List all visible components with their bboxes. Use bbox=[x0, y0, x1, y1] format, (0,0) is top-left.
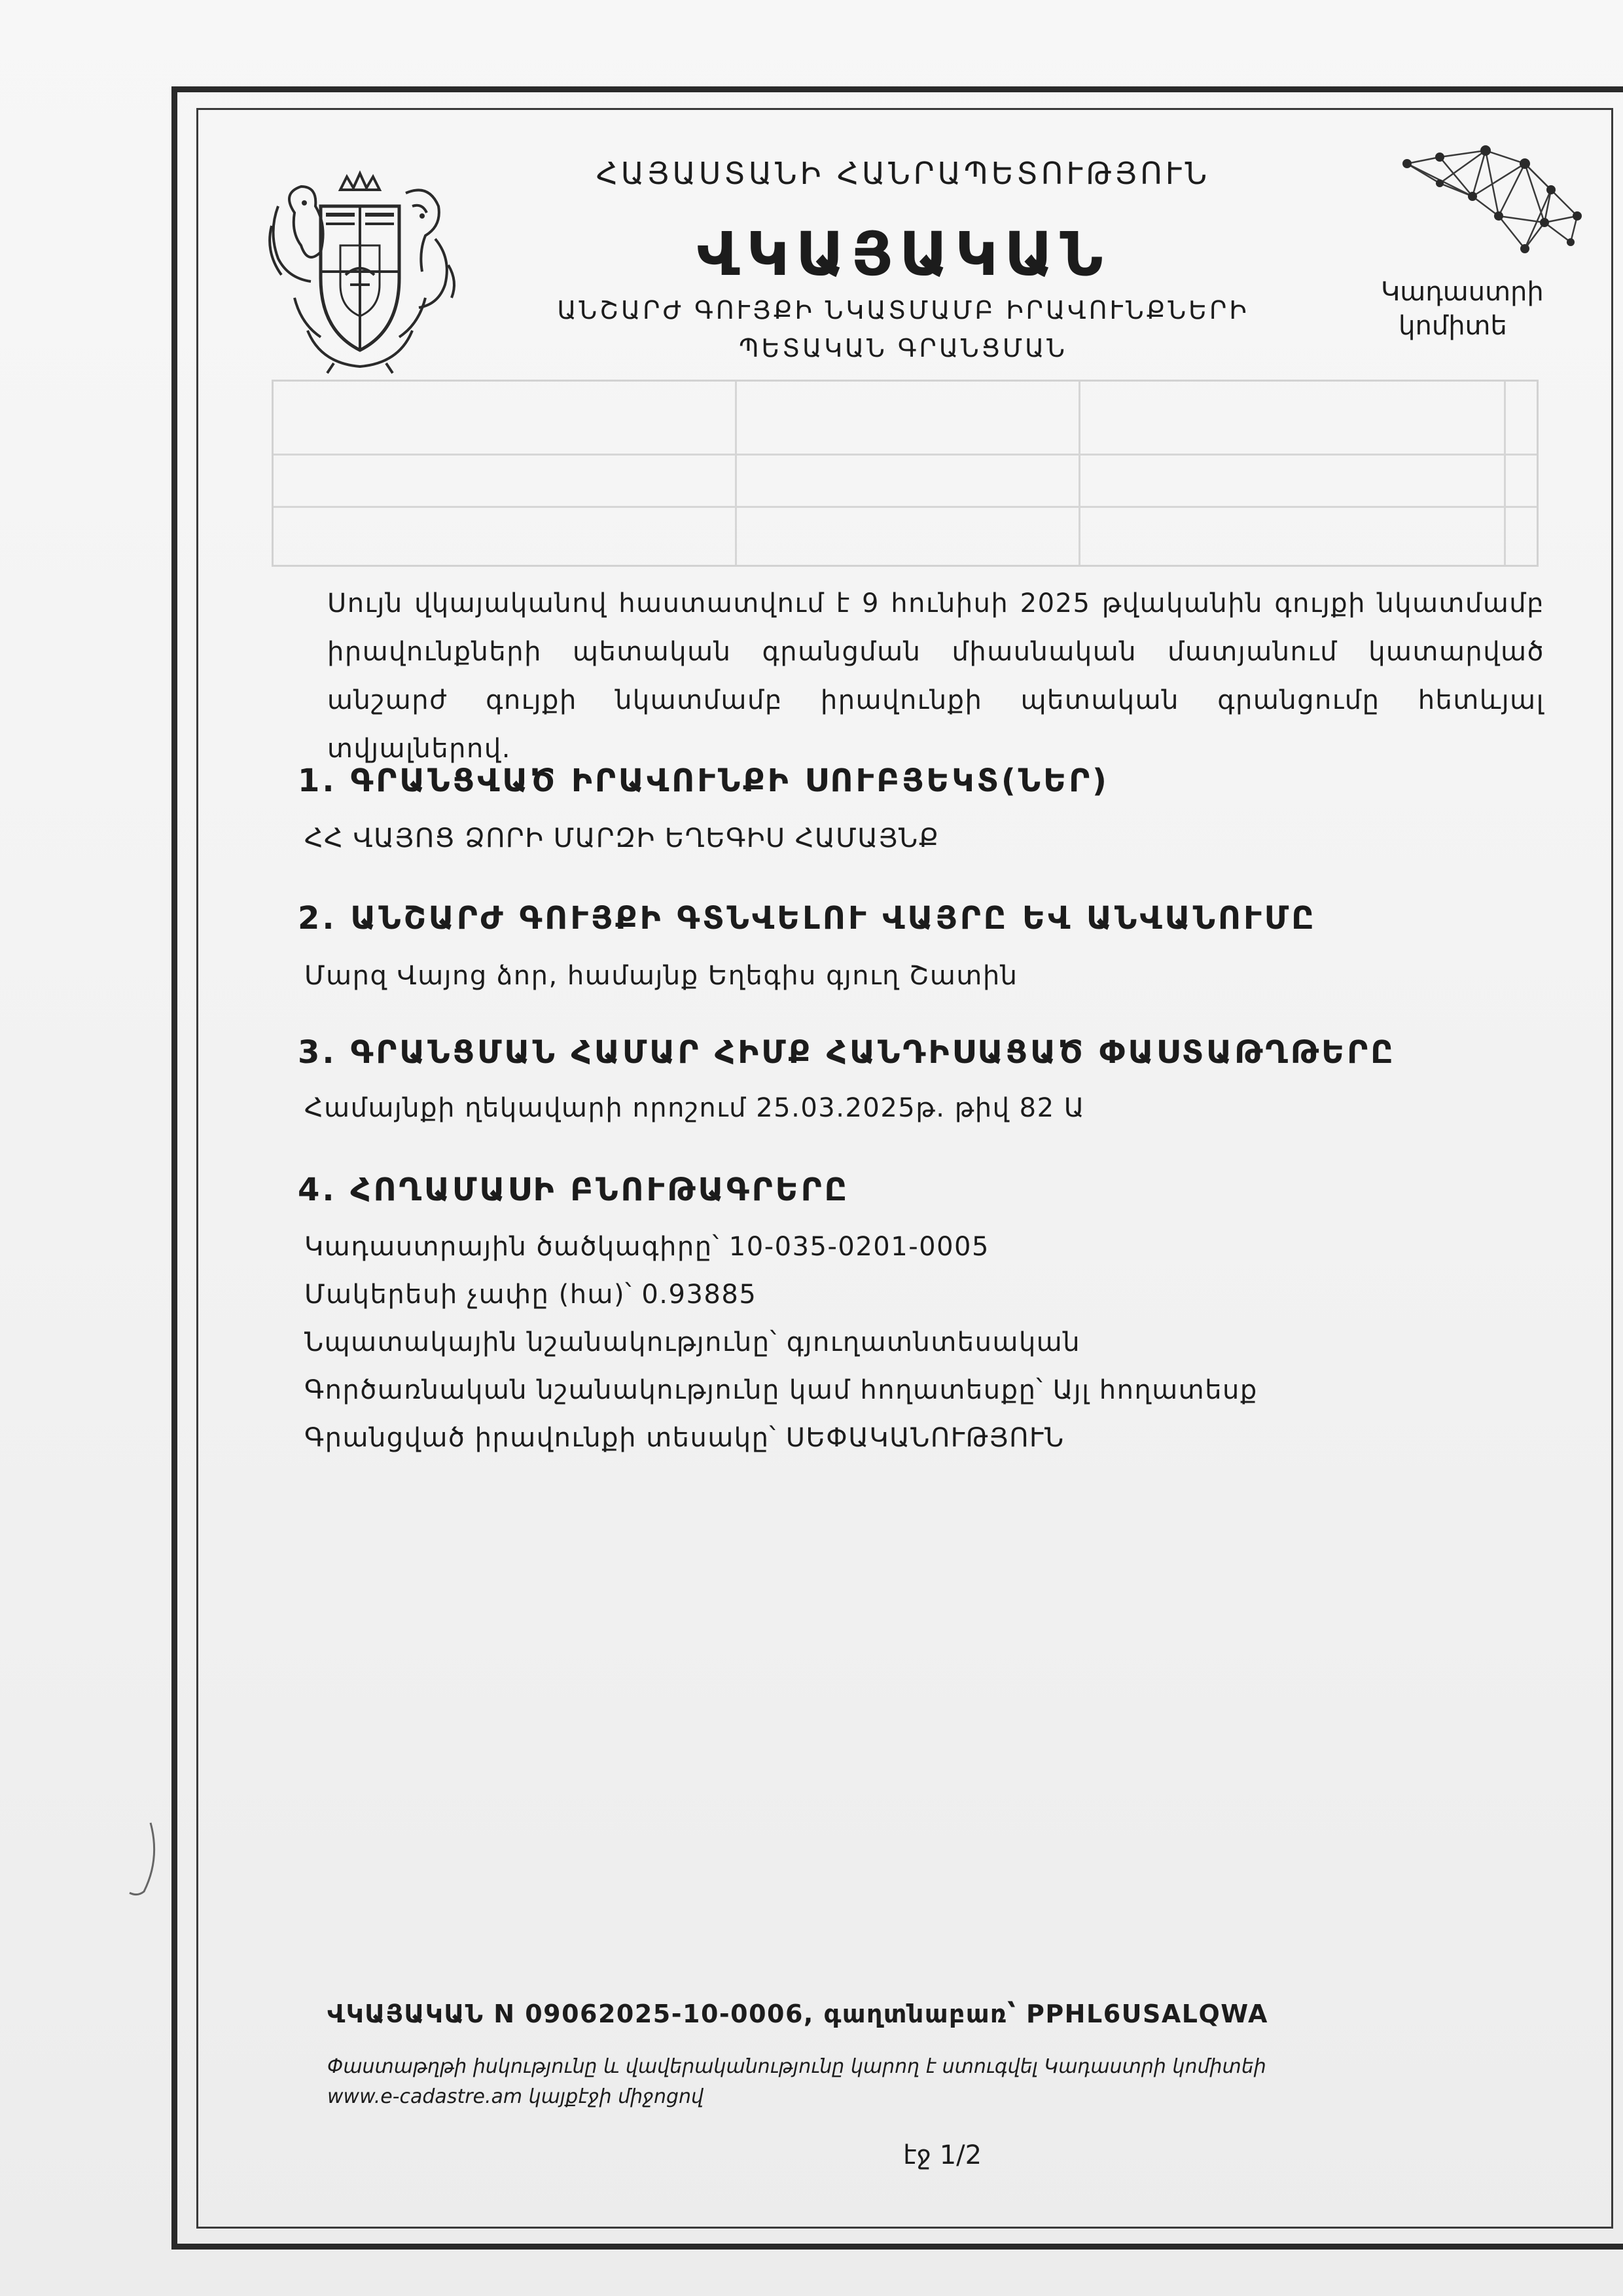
section-heading-1: 1. ԳՐԱՆՑՎԱԾ ԻՐԱՎՈՒՆՔԻ ՍՈՒԲՅԵԿՏ(ՆԵՐ) bbox=[298, 762, 1109, 799]
inner-border bbox=[196, 108, 1613, 2229]
intro-paragraph: Սույն վկայականով հաստատվում է 9 հունիսի 2025 թվականին գույքի նկատմամբ իրավունքների պետական գրանցման միասնական մատյանում կատարված անշարժ գույքի նկատմամբ իրավունքի պետական գրանցումը հետևյալ տվյալներով. bbox=[327, 588, 1544, 764]
certificate-title: ՎԿԱՅԱԿԱՆ bbox=[696, 219, 1110, 289]
cadastre-network-logo-icon bbox=[1394, 144, 1590, 288]
section-4-line-5: Գրանցված իրավունքի տեսակը՝ ՍԵՓԱԿԱՆՈՒԹՅՈՒՆ bbox=[304, 1423, 1065, 1453]
certificate-subtitle-line1: ԱՆՇԱՐԺ ԳՈՒՅՔԻ ՆԿԱՏՄԱՄԲ ԻՐԱՎՈՒՆՔՆԵՐԻ bbox=[557, 296, 1249, 325]
republic-title: ՀԱՅԱՍՏԱՆԻ ՀԱՆՐԱՊԵՏՈՒԹՅՈՒՆ bbox=[596, 156, 1211, 191]
cadastre-committee-label bbox=[1381, 275, 1544, 343]
section-1-line-1: ՀՀ ՎԱՅՈՑ ՁՈՐԻ ՄԱՐԶԻ ԵՂԵԳԻՍ ՀԱՄԱՅՆՔ bbox=[304, 823, 940, 853]
verification-note-line1: Փաստաթղթի իսկությունը և վավերականությունը կարող է ստուգվել Կադաստրի կոմիտեի bbox=[327, 2055, 1266, 2078]
section-heading-2: 2. ԱՆՇԱՐԺ ԳՈՒՅՔԻ ԳՏՆՎԵԼՈՒ ՎԱՅՐԸ ԵՎ ԱՆՎԱՆՈՒՄԸ bbox=[298, 900, 1317, 937]
page-number: էջ 1/2 bbox=[903, 2140, 982, 2170]
section-3-line-1: Համայնքի ղեկավարի որոշում 25.03.2025թ. թիվ 82 Ա bbox=[304, 1093, 1085, 1123]
scan-mark-icon bbox=[124, 1820, 164, 1898]
section-4-line-3: Նպատակային նշանակությունը՝ գյուղատնտեսական bbox=[304, 1327, 1081, 1357]
verification-note bbox=[327, 2052, 1266, 2112]
section-heading-3: 3. ԳՐԱՆՑՄԱՆ ՀԱՄԱՐ ՀԻՄՔ ՀԱՆԴԻՍԱՑԱԾ ՓԱՍՏԱԹՂԹԵՐԸ bbox=[298, 1034, 1396, 1071]
committee-line2: կոմիտե bbox=[1399, 311, 1507, 341]
certificate-subtitle-line2: ՊԵՏԱԿԱՆ ԳՐԱՆՑՄԱՆ bbox=[739, 334, 1067, 363]
committee-line1: Կադաստրի bbox=[1381, 277, 1544, 307]
section-2-line-1: Մարզ Վայոց ձոր, համայնք Եղեգիս գյուղ Շատին bbox=[304, 961, 1018, 991]
section-4-line-4: Գործառնական նշանակությունը կամ հողատեսքը՝ Այլ հողատեսք bbox=[304, 1375, 1258, 1405]
coat-of-arms-icon bbox=[255, 167, 465, 376]
section-4-line-2: Մակերեսի չափը (հա)՝ 0.93885 bbox=[304, 1280, 757, 1310]
verification-note-line2: www.e-cadastre.am կայքէջի միջոցով bbox=[327, 2085, 704, 2108]
section-4-line-1: Կադաստրային ծածկագիրը՝ 10-035-0201-0005 bbox=[304, 1232, 990, 1262]
certificate-number: ՎԿԱՅԱԿԱՆ N 09062025-10-0006, գաղտնաբառ՝ PPHL6USALQWA bbox=[327, 2000, 1268, 2028]
section-heading-4: 4. ՀՈՂԱՄԱՍԻ ԲՆՈՒԹԱԳՐԵՐԸ bbox=[298, 1172, 850, 1208]
